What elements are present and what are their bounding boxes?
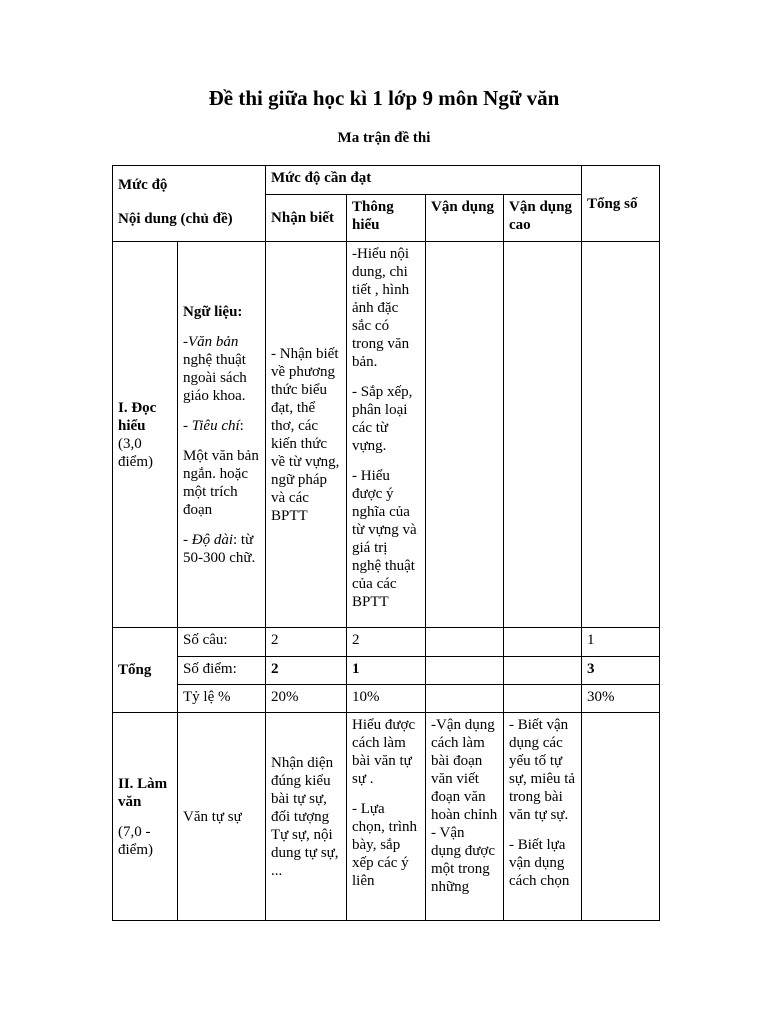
do-dai-item <box>183 531 260 567</box>
do-dai-prefix: - <box>183 531 192 548</box>
page-subtitle: Ma trận đề thi <box>337 130 431 146</box>
tieu-chi-text: Một văn bản ngắn. hoặc một trích đoạn <box>183 447 259 518</box>
do-dai-label: Độ dài <box>191 531 233 548</box>
tong-row-ty-le <box>113 685 660 713</box>
header-nhan-biet: Nhận biết <box>266 195 347 242</box>
tieu-chi-colon: : <box>239 417 244 434</box>
doc-hieu-points: (3,0 điểm) <box>118 435 153 470</box>
doc-hieu-section-cell <box>113 242 178 628</box>
doc-hieu-tong-so <box>582 242 660 628</box>
tong-cell <box>504 685 582 713</box>
do-dai-colon: : <box>233 531 238 548</box>
tieu-chi-label: Tiêu chí <box>191 417 240 434</box>
van-ban-text: nghệ thuật ngoài sách giáo khoa. <box>183 351 247 404</box>
header-muc-do-can-dat: Mức độ cần đạt <box>266 166 582 195</box>
doc-hieu-title: I. Đọc hiểu <box>118 399 157 434</box>
header-tong-so: Tổng số <box>582 166 660 242</box>
header-row-1 <box>113 166 660 195</box>
do-dai-text: từ 50-300 chữ. <box>183 531 256 566</box>
doc-hieu-row <box>113 242 660 628</box>
tong-cell: 3 <box>582 657 660 685</box>
lam-van-van-dung-cao-1: - Biết vận dụng các yếu tố tự sự, miêu tả trong bài văn tự sự. <box>509 717 576 823</box>
lam-van-title: II. Làm văn <box>118 775 168 810</box>
lam-van-content: Văn tự sự <box>178 713 266 921</box>
tong-cell: 30% <box>582 685 660 713</box>
tong-cell <box>504 657 582 685</box>
header-muc-do: Mức độ <box>118 177 168 193</box>
lam-van-thong-hieu <box>347 713 426 921</box>
lam-van-van-dung-cao <box>504 713 582 921</box>
lam-van-thong-hieu-2: - Lựa chọn, trình bày, sắp xếp các ý liên <box>352 801 418 889</box>
doc-hieu-van-dung <box>426 242 504 628</box>
tong-label: Tổng <box>113 628 178 713</box>
tieu-chi-prefix: - <box>183 417 192 434</box>
header-van-dung-cao: Vận dụng cao <box>504 195 582 242</box>
tong-cell: 2 <box>266 657 347 685</box>
lam-van-tong-so <box>582 713 660 921</box>
thong-hieu-1: -Hiểu nội dung, chi tiết , hình ảnh đặc sắc có trong văn bản. <box>352 246 410 370</box>
thong-hieu-3: - Hiểu được ý nghĩa của từ vựng và giá trị nghệ thuật của các BPTT <box>352 468 417 610</box>
lam-van-thong-hieu-1: Hiểu được cách làm bài văn tự sự . <box>352 717 416 787</box>
tong-cell <box>426 657 504 685</box>
ngu-lieu-label: Ngữ liệu: <box>183 303 243 320</box>
lam-van-van-dung-cao-2: - Biết lựa vận dụng cách chọn <box>509 837 570 889</box>
tong-row-label: Số điểm: <box>178 657 266 685</box>
lam-van-row <box>113 713 660 921</box>
van-ban-label: Văn bản <box>188 333 239 350</box>
header-thong-hieu: Thông hiểu <box>347 195 426 242</box>
tong-cell: 20% <box>266 685 347 713</box>
tong-row-label: Tỷ lệ % <box>178 685 266 713</box>
tong-cell: 1 <box>347 657 426 685</box>
tong-row-so-cau <box>113 628 660 657</box>
lam-van-nhan-biet: Nhận diện đúng kiểu bài tự sự, đối tượng Tự sự, nội dung tự sự, ... <box>266 713 347 921</box>
doc-hieu-thong-hieu <box>347 242 426 628</box>
van-ban-prefix: - <box>183 333 188 350</box>
tong-cell: 1 <box>582 628 660 657</box>
tong-row-so-diem <box>113 657 660 685</box>
header-van-dung: Vận dụng <box>426 195 504 242</box>
tong-cell <box>426 685 504 713</box>
doc-hieu-content-cell <box>178 242 266 628</box>
lam-van-van-dung: -Vận dụng cách làm bài đoạn văn viết đoạn văn hoàn chỉnh - Vận dụng được một trong những <box>426 713 504 921</box>
tong-cell: 2 <box>266 628 347 657</box>
thong-hieu-2: - Sắp xếp, phân loại các từ vựng. <box>352 384 413 454</box>
lam-van-section-cell <box>113 713 178 921</box>
header-noi-dung: Nội dung (chủ đề) <box>118 211 233 227</box>
tong-row-label: Số câu: <box>178 628 266 657</box>
lam-van-points: (7,0 - điểm) <box>118 823 153 858</box>
van-ban-item <box>183 333 260 405</box>
exam-matrix-table <box>112 165 660 921</box>
doc-hieu-van-dung-cao <box>504 242 582 628</box>
tong-cell: 10% <box>347 685 426 713</box>
tong-cell <box>426 628 504 657</box>
tong-cell <box>504 628 582 657</box>
tong-cell: 2 <box>347 628 426 657</box>
tieu-chi-item <box>183 417 260 435</box>
doc-hieu-nhan-biet: - Nhận biết về phương thức biểu đạt, thể thơ, các kiến thức về từ vựng, ngữ pháp và các BPTT <box>266 242 347 628</box>
page-title: Đề thi giữa học kì 1 lớp 9 môn Ngữ văn <box>208 86 560 110</box>
header-muc-do-noi-dung <box>113 166 266 242</box>
